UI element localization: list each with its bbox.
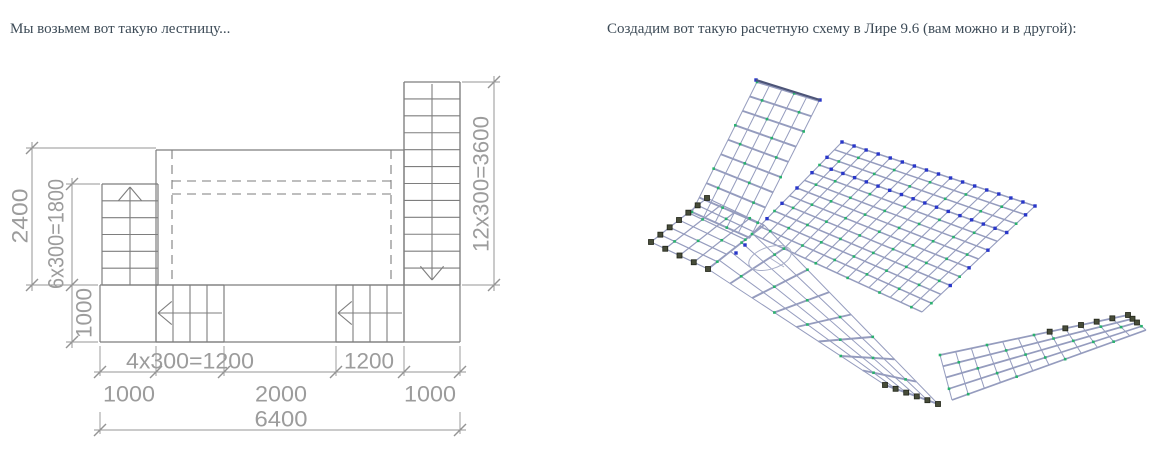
fem-node-green — [769, 230, 772, 233]
fem-node-green — [721, 206, 724, 209]
fem-node-green — [773, 210, 776, 213]
fem-node-green — [825, 220, 828, 223]
fem-node-green — [697, 240, 700, 243]
fem-node-green — [903, 206, 906, 209]
stair-direction-arrow — [130, 187, 142, 201]
fem-node-green — [739, 143, 742, 146]
dimension-text: 1200 — [344, 348, 394, 374]
dimension-text: 2400 — [7, 194, 33, 244]
fem-node-green — [787, 227, 790, 230]
fem-node-green — [838, 160, 841, 163]
stair-direction-arrow — [158, 313, 172, 325]
fem-node-blue — [1009, 196, 1012, 199]
mid-flight-mesh-line — [730, 251, 906, 392]
fem-node-green — [775, 156, 778, 159]
fem-node-blue — [900, 193, 903, 196]
fem-node-green — [858, 234, 861, 237]
fem-node-green — [752, 201, 755, 204]
fem-node-green — [973, 231, 976, 234]
fem-node-green — [716, 260, 719, 263]
fem-node-support — [1079, 323, 1084, 328]
fem-node-support — [883, 383, 888, 388]
dimension-text: 12x300=3600 — [468, 118, 494, 252]
fem-node-green — [866, 273, 869, 276]
fem-node-green — [701, 218, 704, 221]
fem-node-support — [893, 386, 898, 391]
fem-node-support — [677, 218, 682, 223]
fem-node-green — [839, 355, 842, 358]
fem-node-blue — [997, 192, 1000, 195]
fem-node-blue — [743, 243, 746, 246]
fem-node-green — [844, 217, 847, 220]
fem-node-green — [918, 223, 921, 226]
stair-direction-arrow — [118, 187, 130, 201]
fem-node-blue — [923, 201, 926, 204]
mid-flight-mesh-line — [841, 356, 895, 359]
mid-flight-mesh-line — [708, 269, 885, 385]
fem-node-green — [1112, 340, 1115, 343]
fem-node-blue — [961, 180, 964, 183]
fem-node-green — [725, 218, 728, 221]
fem-node-blue — [1005, 231, 1008, 234]
fem-node-support — [667, 225, 672, 230]
fem-node-green — [948, 387, 951, 390]
fem-node-green — [925, 262, 928, 265]
fem-node-green — [830, 200, 833, 203]
fem-node-green — [820, 241, 823, 244]
fem-node-green — [864, 213, 867, 216]
fem-node-green — [751, 233, 754, 236]
fem-node-blue — [840, 140, 843, 143]
fem-node-green — [806, 224, 809, 227]
fem-node-green — [977, 367, 980, 370]
fem-node-green — [815, 183, 818, 186]
mid-flight-mesh-line — [764, 225, 938, 404]
fem-node-green — [801, 244, 804, 247]
fem-node-blue — [765, 217, 768, 220]
fem-node-blue — [830, 168, 833, 171]
fem-node-green — [773, 285, 776, 288]
fem-node-blue — [889, 156, 892, 159]
fem-node-green — [744, 162, 747, 165]
dimension-text: 1000 — [103, 381, 155, 407]
fem-node-blue — [985, 188, 988, 191]
fem-node-blue — [935, 205, 938, 208]
fem-node-support — [686, 210, 691, 215]
fem-node-green — [878, 291, 881, 294]
fem-node-blue — [970, 218, 973, 221]
fem-node-blue — [982, 222, 985, 225]
fem-node-green — [893, 169, 896, 172]
fem-node-green — [965, 193, 968, 196]
fem-node-green — [979, 210, 982, 213]
fem-node-support — [706, 267, 711, 272]
fem-node-support — [658, 232, 663, 237]
fem-node-green — [748, 217, 751, 220]
dimension-text: 6400 — [254, 406, 308, 432]
fem-node-green — [748, 182, 751, 185]
lower-strip-mesh-line — [987, 345, 1001, 383]
fem-node-green — [885, 269, 888, 272]
fem-node-green — [744, 238, 747, 241]
fem-node-green — [740, 241, 743, 244]
fem-node-green — [773, 253, 776, 256]
fem-node-green — [878, 230, 881, 233]
fem-node-green — [1072, 340, 1075, 343]
fem-node-support — [904, 390, 909, 395]
fem-node-blue — [913, 164, 916, 167]
fem-node-blue — [937, 172, 940, 175]
fem-node-green — [853, 255, 856, 258]
fem-node-green — [802, 130, 805, 133]
fem-node-green — [857, 157, 860, 160]
fem-node-green — [869, 193, 872, 196]
fem-node-green — [873, 173, 876, 176]
fem-node-support — [1094, 319, 1099, 324]
fem-node-green — [833, 259, 836, 262]
fem-node-green — [883, 210, 886, 213]
fem-node-green — [944, 197, 947, 200]
fem-node-green — [930, 302, 933, 305]
fem-node-green — [1064, 358, 1067, 361]
fem-node-green — [1100, 325, 1103, 328]
fem-node-green — [1033, 334, 1036, 337]
fem-node-blue — [876, 184, 879, 187]
fem-node-green — [929, 181, 932, 184]
fem-node-blue — [825, 156, 828, 159]
fem-node-green — [818, 164, 821, 167]
fem-node-support — [1063, 326, 1068, 331]
fem-node-green — [798, 111, 801, 114]
fem-node-green — [814, 262, 817, 265]
fem-node-green — [712, 167, 715, 170]
fem-node-green — [908, 185, 911, 188]
fem-node-green — [806, 323, 809, 326]
fem-node-blue — [986, 248, 989, 251]
stair-plan-drawing — [0, 60, 520, 458]
mid-flight-mesh-line — [730, 247, 786, 283]
fem-node-blue — [911, 197, 914, 200]
fem-node-blue — [967, 266, 970, 269]
fem-node-support — [1135, 320, 1140, 325]
fem-node-green — [872, 252, 875, 255]
fem-node-green — [918, 284, 921, 287]
fem-node-blue — [993, 227, 996, 230]
left-landing-mesh-line — [679, 220, 736, 247]
fem-node-blue — [901, 160, 904, 163]
fem-node-green — [892, 248, 895, 251]
beam-element — [756, 80, 820, 100]
fem-node-green — [932, 240, 935, 243]
fem-node-blue — [1033, 204, 1036, 207]
fem-node-green — [773, 311, 776, 314]
fem-node-green — [779, 176, 782, 179]
fem-node-support — [649, 240, 654, 245]
fem-node-green — [912, 244, 915, 247]
fem-node-green — [770, 137, 773, 140]
fem-node-green — [834, 180, 837, 183]
fem-node-green — [846, 277, 849, 280]
caption-fem-scheme: Создадим вот такую расчетную схему в Лире 9.6 (вам можно и в другой): — [607, 21, 1077, 37]
fem-node-green — [839, 316, 842, 319]
fem-node-green — [1015, 375, 1018, 378]
fem-node-blue — [780, 202, 783, 205]
fem-node-blue — [853, 176, 856, 179]
fem-node-green — [1052, 337, 1055, 340]
fem-node-green — [1005, 349, 1008, 352]
fem-node-green — [717, 187, 720, 190]
dimension-text: 6x300=1800 — [43, 167, 69, 289]
fem-node-green — [910, 306, 913, 309]
fem-node-green — [734, 124, 737, 127]
fem-node-green — [996, 372, 999, 375]
fem-node-green — [839, 338, 842, 341]
fem-node-support — [936, 402, 941, 407]
fem-node-blue — [864, 148, 867, 151]
fem-node-green — [673, 240, 676, 243]
fem-node-green — [957, 361, 960, 364]
fem-node-green — [945, 258, 948, 261]
fem-node-green — [849, 196, 852, 199]
dimension-text: 1000 — [404, 381, 456, 407]
fem-node-green — [806, 299, 809, 302]
fem-node-green — [939, 354, 942, 357]
fem-node-green — [986, 344, 989, 347]
fem-node-green — [756, 221, 759, 224]
fem-node-green — [811, 203, 814, 206]
fem-node-green — [1044, 356, 1047, 359]
lower-strip-mesh-line — [940, 355, 952, 400]
fem-node-green — [761, 99, 764, 102]
fem-node-support — [925, 398, 930, 403]
fem-node-green — [904, 378, 907, 381]
fem-node-blue — [876, 152, 879, 155]
lower-strip-mesh-line — [956, 352, 969, 395]
fem-node-blue — [973, 184, 976, 187]
fem-node-green — [1120, 326, 1123, 329]
fem-node-green — [1092, 341, 1095, 344]
fem-node-green — [720, 239, 723, 242]
fem-node-green — [872, 357, 875, 360]
fem-node-support — [695, 203, 700, 208]
fem-node-green — [967, 393, 970, 396]
fem-node-green — [871, 336, 874, 339]
fem-node-green — [872, 371, 875, 374]
dimension-text: 1000 — [71, 289, 97, 338]
left-landing-mesh-line — [660, 235, 717, 262]
fem-node-support — [691, 260, 696, 265]
fem-node-support — [914, 394, 919, 399]
fem-node-green — [766, 118, 769, 121]
fem-model-drawing — [620, 60, 1166, 458]
stair-direction-arrow — [158, 301, 172, 313]
fem-node-blue — [949, 284, 952, 287]
origin-marker-axis — [770, 258, 784, 267]
fem-node-blue — [810, 171, 813, 174]
caption-stair-plan: Мы возьмем вот такую лестницу... — [10, 21, 231, 37]
fem-node-blue — [1024, 213, 1027, 216]
fem-node-blue — [1021, 200, 1024, 203]
fem-node-blue — [949, 176, 952, 179]
fem-node-green — [792, 207, 795, 210]
fem-node-support — [1110, 316, 1115, 321]
fem-node-blue — [947, 210, 950, 213]
fem-node-blue — [925, 168, 928, 171]
fem-node-green — [952, 236, 955, 239]
mid-flight-mesh-line — [797, 315, 852, 328]
fem-node-green — [783, 247, 786, 250]
fem-node-green — [1024, 353, 1027, 356]
fem-node-green — [938, 280, 941, 283]
fem-node-blue — [852, 144, 855, 147]
stair-direction-arrow — [338, 313, 352, 325]
fem-node-green — [1000, 205, 1003, 208]
fem-node-blue — [958, 214, 961, 217]
fem-node-green — [1015, 222, 1018, 225]
fem-node-green — [1140, 325, 1143, 328]
fem-node-blue — [865, 180, 868, 183]
fem-node-green — [898, 227, 901, 230]
fem-node-support — [705, 196, 710, 201]
dimension-text: 2000 — [255, 381, 307, 407]
fem-node-blue — [841, 172, 844, 175]
fem-node-blue — [888, 189, 891, 192]
fem-node-green — [726, 226, 729, 229]
fem-node-green — [740, 275, 743, 278]
fem-node-green — [839, 238, 842, 241]
fem-node-support — [1047, 329, 1052, 334]
dimension-text: 4x300=1200 — [126, 348, 254, 374]
fem-node-green — [966, 253, 969, 256]
fem-node-blue — [795, 186, 798, 189]
fem-node-green — [938, 219, 941, 222]
left-landing-mesh-line — [688, 213, 745, 240]
fem-node-green — [905, 266, 908, 269]
fem-node-green — [806, 268, 809, 271]
fem-node-support — [663, 246, 668, 251]
fem-node-green — [898, 287, 901, 290]
stair-direction-arrow — [338, 301, 352, 313]
fem-node-support — [677, 253, 682, 258]
fem-node-green — [958, 275, 961, 278]
fem-node-blue — [734, 251, 737, 254]
platform-mesh-line — [775, 211, 951, 286]
